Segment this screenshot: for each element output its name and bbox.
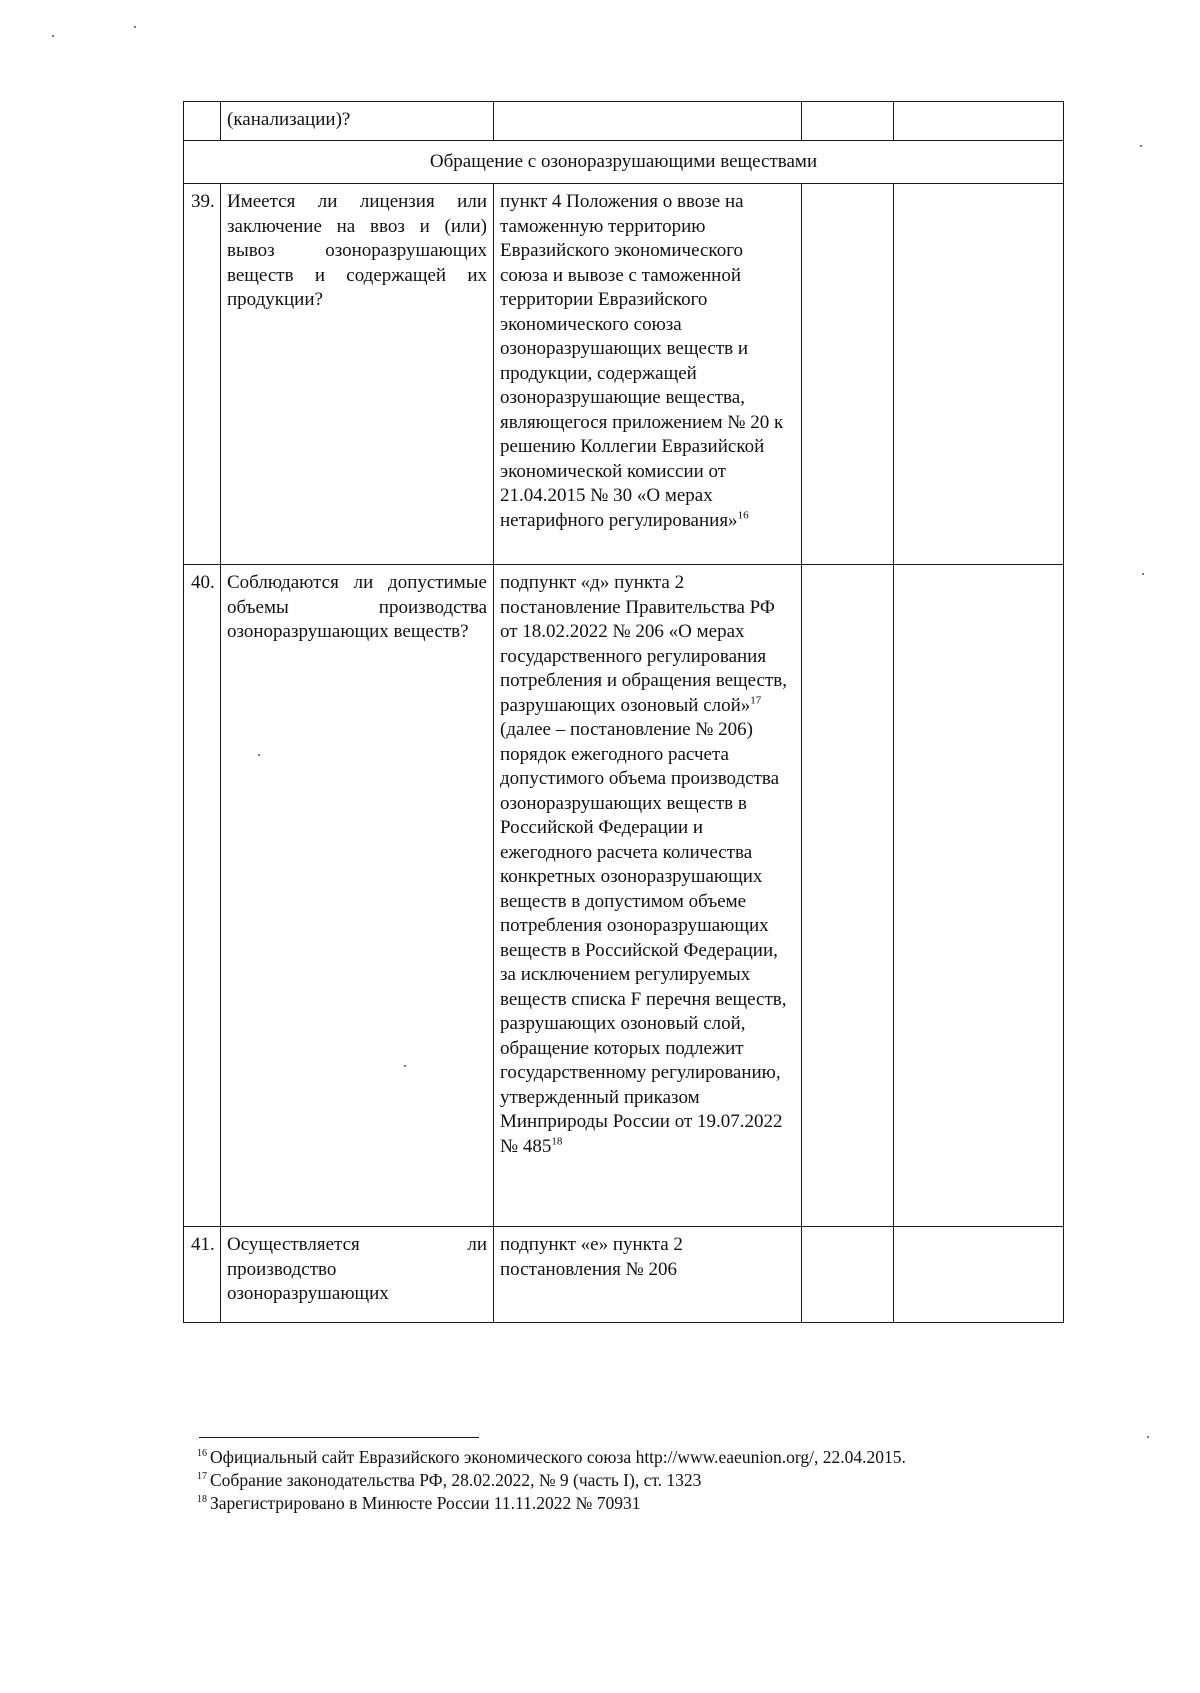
table-row-40 <box>184 565 1064 1227</box>
reference-text-part1: подпункт «д» пункта 2 постановление Правительства РФ от 18.02.2022 № 206 «О мерах государственного регулирования потребления и обращения веществ, разрушающих озоновый слой» <box>500 572 788 716</box>
footnote-text: Собрание законодательства РФ, 28.02.2022, № 9 (часть I), ст. 1323 <box>210 1470 702 1490</box>
scan-speck <box>134 26 136 28</box>
question-cell <box>221 102 494 141</box>
reference-text: пункт 4 Положения о ввозе на таможенную территорию Евразийского экономического союза и вывозе с таможенной территории Евразийского экономического союза озоноразрушающих веществ и продукции, содержащей озоноразрушающие вещества, являющегося приложением № 20 к решению Коллегии Евразийской экономической комиссии от 21.04.2015 № 30 «О мерах нетарифного регулирования» <box>500 191 784 531</box>
question-cell <box>221 184 494 565</box>
footnote-marker: 16 <box>737 509 749 522</box>
scan-speck <box>404 1065 406 1067</box>
row-num-cell <box>184 102 221 141</box>
footnote-marker: 18 <box>551 1135 563 1148</box>
row-num-cell <box>184 184 221 565</box>
footnote-text: Официальный сайт Евразийского экономического союза http://www.eaeunion.org/, 22.04.2015. <box>210 1447 906 1467</box>
answer-cell <box>802 1227 894 1323</box>
note-cell <box>894 184 1064 565</box>
footnote-text: Зарегистрировано в Минюсте России 11.11.2022 № 70931 <box>210 1493 641 1513</box>
reference-cell <box>494 184 802 565</box>
reference-cell <box>494 565 802 1227</box>
question-text: Осуществляется ли производство озоноразрушающих <box>227 1234 487 1304</box>
footnote-mark: 16 <box>197 1448 207 1460</box>
table-row-39 <box>184 184 1064 565</box>
note-cell <box>894 1227 1064 1323</box>
reference-text: подпункт «е» пункта 2 постановления № 206 <box>500 1234 683 1280</box>
footnote-17 <box>197 1469 1057 1492</box>
note-cell <box>894 102 1064 141</box>
question-text: Соблюдаются ли допустимые объемы производства озоноразрушающих веществ? <box>227 572 487 642</box>
note-cell <box>894 565 1064 1227</box>
footnotes-block <box>197 1446 1057 1515</box>
reference-cell <box>494 102 802 141</box>
question-text: (канализации)? <box>227 109 351 130</box>
table-row-top <box>184 102 1064 141</box>
scan-speck <box>1142 573 1144 575</box>
row-number: 40. <box>191 572 215 593</box>
scan-speck <box>52 35 54 37</box>
answer-cell <box>802 184 894 565</box>
row-num-cell <box>184 1227 221 1323</box>
row-number: 39. <box>191 191 215 212</box>
answer-cell <box>802 565 894 1227</box>
row-number: 41. <box>191 1234 215 1255</box>
scan-speck <box>1140 145 1142 147</box>
reference-cell <box>494 1227 802 1323</box>
question-cell <box>221 1227 494 1323</box>
checklist-table <box>183 101 1064 1323</box>
row-num-cell <box>184 565 221 1227</box>
footnote-marker: 17 <box>750 694 762 707</box>
footnote-mark: 18 <box>197 1494 207 1506</box>
footnote-16 <box>197 1446 1057 1469</box>
scan-speck <box>1147 1436 1149 1438</box>
footnote-separator <box>199 1437 479 1438</box>
answer-cell <box>802 102 894 141</box>
section-title-text: Обращение с озоноразрушающими веществами <box>429 151 818 172</box>
section-header-row <box>184 141 1064 184</box>
scan-speck <box>258 754 260 756</box>
table-row-41 <box>184 1227 1064 1323</box>
footnote-mark: 17 <box>197 1471 207 1483</box>
reference-text-part2: (далее – постановление № 206) порядок ежегодного расчета допустимого объема производства озоноразрушающих веществ в Российской Федерации и ежегодного расчета количества конкретных озоноразрушающих веществ в допустимом объеме потребления озоноразрушающих веществ в Российской Федерации, за исключением регулируемых веществ списка F перечня веществ, разрушающих озоновый слой, обращение которых подлежит государственному регулированию, утвержденный приказом Минприроды России от 19.07.2022 № 485 <box>500 719 787 1157</box>
footnote-18 <box>197 1492 1057 1515</box>
section-title <box>184 141 1064 184</box>
question-cell <box>221 565 494 1227</box>
question-text: Имеется ли лицензия или заключение на ввоз и (или) вывоз озоноразрушающих веществ и содержащей их продукции? <box>227 191 487 310</box>
